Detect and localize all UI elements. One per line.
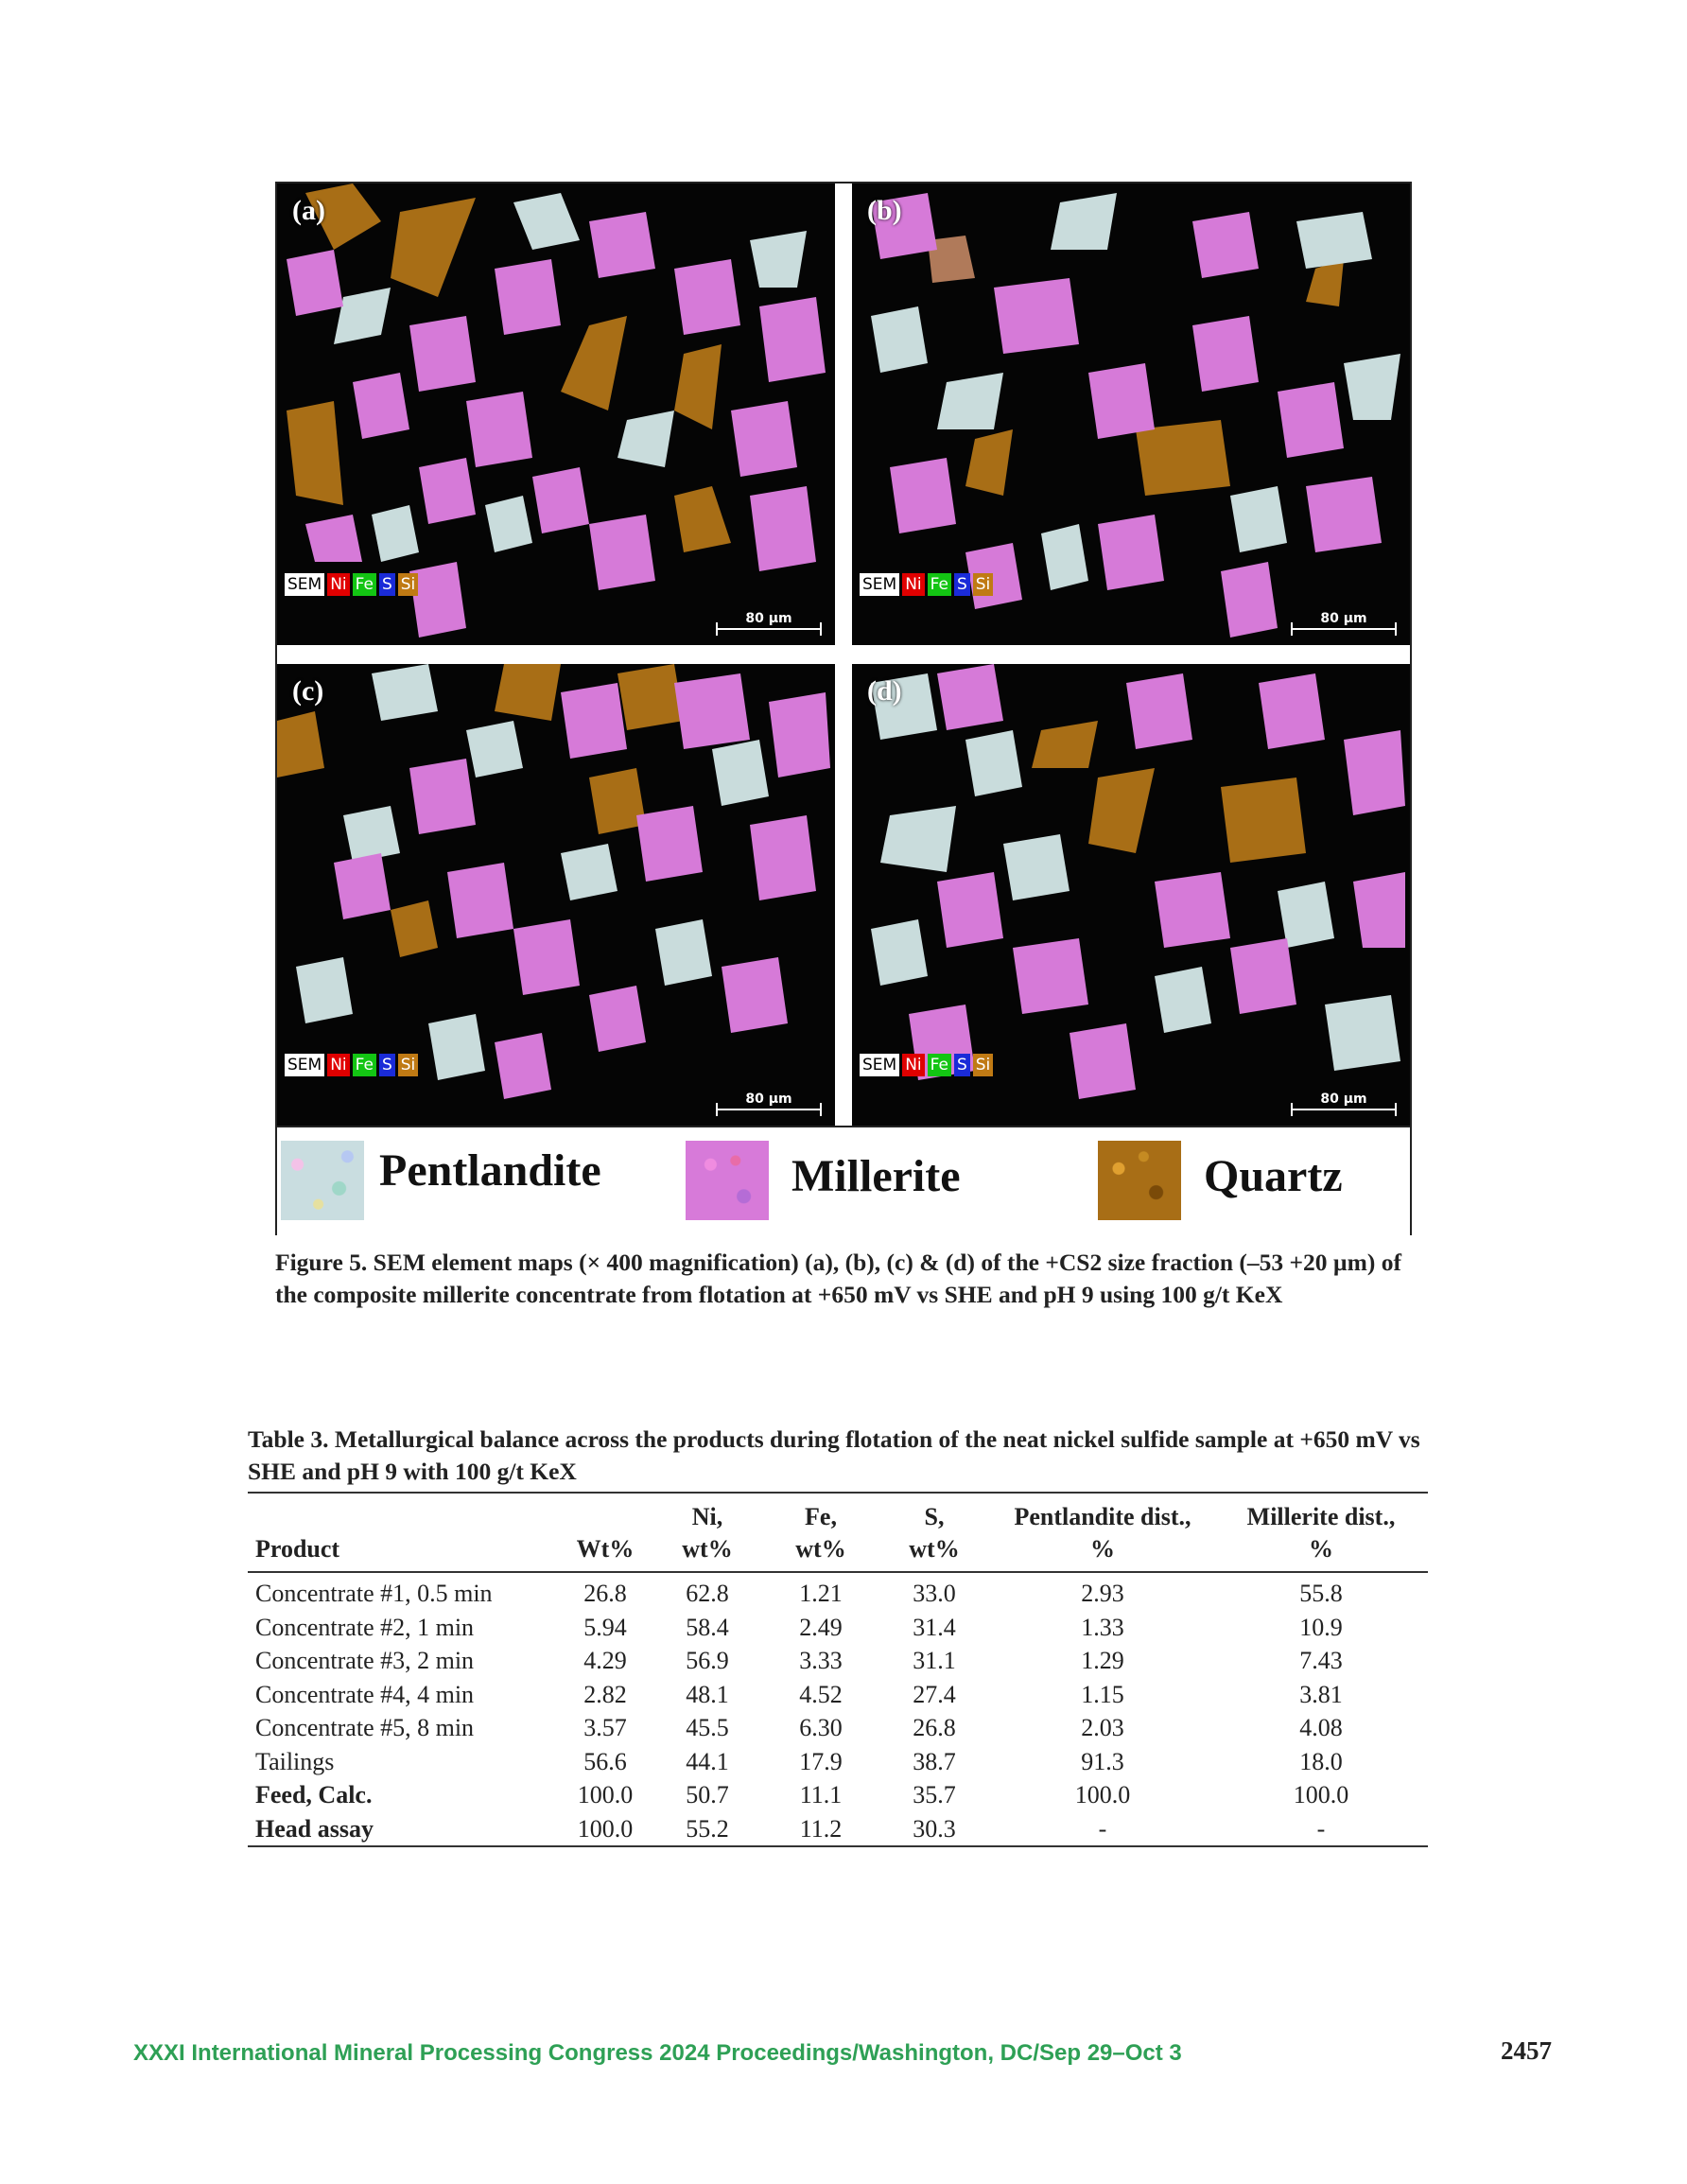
cell-fe: 11.1 [799,1781,843,1808]
legend-fe: Fe [928,1054,951,1076]
cell-wt: 4.29 [583,1647,627,1674]
cell-s: 31.4 [913,1613,956,1641]
cell-mill: 100.0 [1293,1781,1349,1808]
element-legend [860,1054,993,1076]
legend-fe: Fe [353,573,376,596]
scale-bar [716,611,822,630]
cell-product: Concentrate #5, 8 min [255,1714,475,1741]
balance-table [248,1492,1428,1847]
cell-mill: 3.81 [1299,1680,1343,1708]
mineral-legend [277,1126,1410,1235]
table-row [248,1678,1428,1712]
header-s: S, wt% [909,1503,960,1563]
cell-ni: 56.9 [686,1647,729,1674]
legend-ni: Ni [902,573,924,596]
element-legend [285,573,418,596]
pentlandite-label: Pentlandite [379,1145,601,1196]
cell-fe: 2.49 [799,1613,843,1641]
sem-panel-a [277,183,835,645]
header-ni: Ni, wt% [682,1503,733,1563]
cell-wt: 5.94 [583,1613,627,1641]
scale-label: 80 µm [1320,611,1367,626]
table-row [248,1778,1428,1812]
cell-ni: 50.7 [686,1781,729,1808]
cell-pent: 2.93 [1081,1580,1124,1607]
page-number: 2457 [1501,2036,1552,2065]
scale-line [1291,628,1397,630]
legend-si: Si [398,573,419,596]
cell-mill: 4.08 [1299,1714,1343,1741]
scale-label: 80 µm [745,1092,792,1107]
header-pentlandite-dist: Pentlandite dist., % [1014,1503,1191,1563]
scale-line [716,1109,822,1110]
table-caption: Table 3. Metallurgical balance across the products during flotation of the neat nickel sulfide sample at +650 mV vs SHE and pH 9 with 100 g/t KeX [248,1425,1420,1485]
cell-s: 30.3 [913,1814,956,1843]
cell-wt: 100.0 [577,1814,634,1843]
table-row [248,1611,1428,1645]
table-row [248,1812,1428,1847]
cell-fe: 4.52 [799,1680,843,1708]
cell-pent: - [1098,1814,1107,1843]
millerite-label: Millerite [791,1151,961,1201]
legend-ni: Ni [902,1054,924,1076]
cell-product: Feed, Calc. [255,1781,373,1808]
cell-s: 38.7 [913,1747,956,1775]
cell-s: 26.8 [913,1714,956,1741]
cell-pent: 91.3 [1081,1747,1124,1775]
sem-panel-b [852,183,1410,645]
legend-si: Si [973,573,994,596]
cell-fe: 11.2 [799,1814,843,1843]
footer-conference: XXXI International Mineral Processing Congress 2024 Proceedings/Washington, DC/Sep 29–Oct 3 [133,2040,1182,2066]
scale-bar [716,1092,822,1110]
legend-fe: Fe [353,1054,376,1076]
legend-ni: Ni [327,573,349,596]
panel-label: (c) [292,675,324,707]
sem-panel-c [277,664,835,1126]
cell-fe: 1.21 [799,1580,843,1607]
cell-wt: 100.0 [577,1781,634,1808]
cell-pent: 100.0 [1074,1781,1131,1808]
figure-caption: Figure 5. SEM element maps (× 400 magnification) (a), (b), (c) & (d) of the +CS2 size fraction (–53 +20 µm) of the composite millerite concentrate from flotation at +650 mV vs SHE and pH 9 using 100 g/t KeX [275,1249,1401,1308]
cell-s: 35.7 [913,1781,956,1808]
cell-pent: 1.29 [1081,1647,1124,1674]
cell-ni: 55.2 [686,1814,729,1843]
panel-label: (b) [867,195,902,226]
legend-sem: SEM [285,573,324,596]
scale-bar [1291,611,1397,630]
cell-wt: 56.6 [583,1747,627,1775]
legend-s: S [954,1054,970,1076]
cell-product: Tailings [255,1747,335,1775]
cell-ni: 44.1 [686,1747,729,1775]
cell-wt: 3.57 [583,1714,627,1741]
cell-wt: 26.8 [583,1580,627,1607]
cell-product: Concentrate #2, 1 min [255,1613,475,1641]
cell-ni: 48.1 [686,1680,729,1708]
cell-wt: 2.82 [583,1680,627,1708]
cell-product: Concentrate #4, 4 min [255,1680,475,1708]
metallurgical-balance-table [248,1492,1428,1847]
legend-sem: SEM [285,1054,324,1076]
sem-figure [275,182,1412,1235]
millerite-swatch [686,1141,769,1220]
cell-s: 27.4 [913,1680,956,1708]
header-wt: Wt% [576,1535,635,1563]
cell-ni: 62.8 [686,1580,729,1607]
cell-mill: 7.43 [1299,1647,1343,1674]
cell-product: Concentrate #3, 2 min [255,1647,475,1674]
legend-ni: Ni [327,1054,349,1076]
legend-si: Si [973,1054,994,1076]
legend-s: S [379,1054,395,1076]
table-row [248,1572,1428,1611]
table-row [248,1644,1428,1678]
header-millerite-dist: Millerite dist., % [1246,1503,1396,1563]
cell-mill: 10.9 [1299,1613,1343,1641]
cell-mill: 18.0 [1299,1747,1343,1775]
cell-product: Head assay [255,1814,374,1843]
scale-bar [1291,1092,1397,1110]
scale-line [1291,1109,1397,1110]
quartz-swatch [1098,1141,1181,1220]
cell-pent: 2.03 [1081,1714,1124,1741]
legend-s: S [954,573,970,596]
table-row [248,1711,1428,1745]
table-row [248,1745,1428,1779]
scale-line [716,628,822,630]
cell-ni: 45.5 [686,1714,729,1741]
cell-pent: 1.15 [1081,1680,1124,1708]
cell-s: 31.1 [913,1647,956,1674]
scale-label: 80 µm [1320,1092,1367,1107]
cell-fe: 6.30 [799,1714,843,1741]
element-legend [285,1054,418,1076]
header-product: Product [255,1535,340,1563]
cell-fe: 17.9 [799,1747,843,1775]
panel-label: (d) [867,675,902,707]
pentlandite-swatch [281,1141,364,1220]
panel-label: (a) [292,195,325,226]
cell-ni: 58.4 [686,1613,729,1641]
cell-s: 33.0 [913,1580,956,1607]
header-fe: Fe, wt% [795,1503,846,1563]
quartz-label: Quartz [1204,1151,1343,1201]
scale-label: 80 µm [745,611,792,626]
legend-fe: Fe [928,573,951,596]
cell-fe: 3.33 [799,1647,843,1674]
cell-product: Concentrate #1, 0.5 min [255,1580,493,1607]
legend-sem: SEM [860,573,899,596]
element-legend [860,573,993,596]
legend-sem: SEM [860,1054,899,1076]
cell-pent: 1.33 [1081,1613,1124,1641]
legend-si: Si [398,1054,419,1076]
sem-panel-d [852,664,1410,1126]
cell-mill: 55.8 [1299,1580,1343,1607]
legend-s: S [379,573,395,596]
table-header-row [248,1493,1428,1572]
cell-mill: - [1316,1814,1326,1843]
